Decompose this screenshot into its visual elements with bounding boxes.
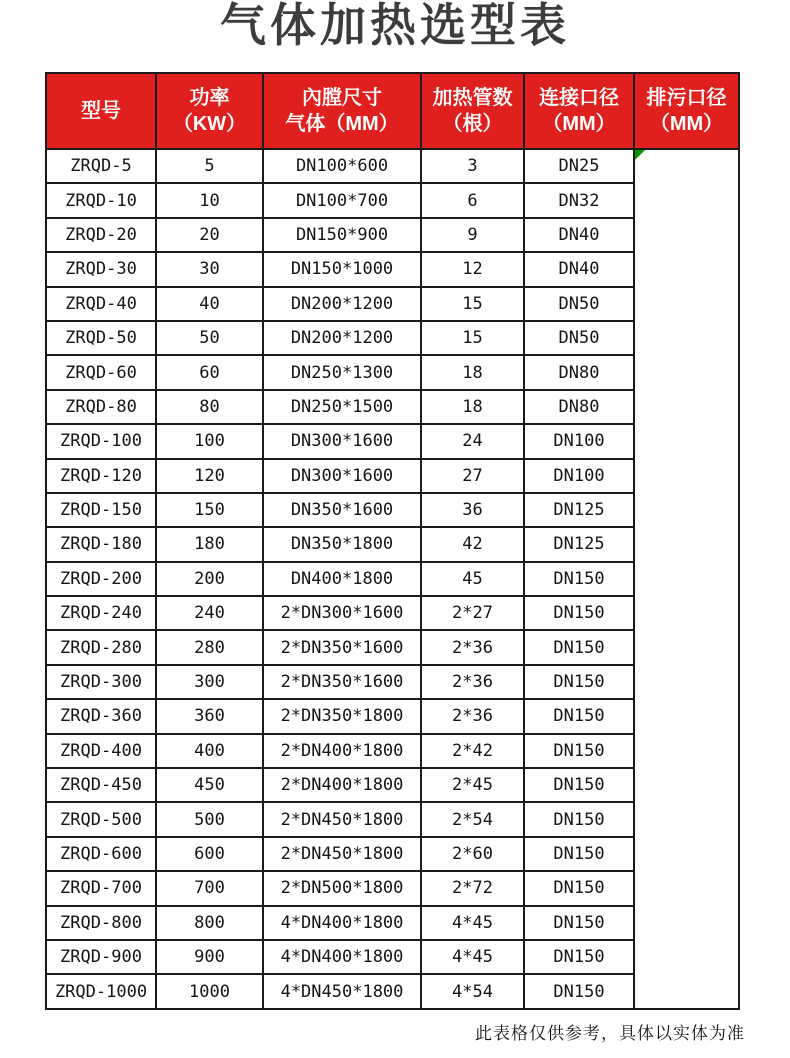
cell-tube-count: 9 [421,218,524,252]
cell-tube-count: 18 [421,355,524,389]
table-row [46,149,739,183]
cell-tube-count: 2*36 [421,665,524,699]
cell-connection-diameter: DN150 [524,802,634,836]
excel-green-triangle-icon [635,150,645,160]
cell-tube-count: 4*45 [421,906,524,940]
cell-chamber-size: DN350*1800 [263,527,421,561]
cell-chamber-size: DN150*900 [263,218,421,252]
cell-power: 40 [156,287,263,321]
cell-tube-count: 2*42 [421,734,524,768]
cell-chamber-size: 2*DN350*1600 [263,630,421,664]
cell-model: ZRQD-800 [46,906,156,940]
cell-model: ZRQD-360 [46,699,156,733]
cell-tube-count: 2*45 [421,768,524,802]
cell-connection-diameter: DN150 [524,906,634,940]
cell-power: 180 [156,527,263,561]
cell-chamber-size: 2*DN350*1600 [263,665,421,699]
cell-connection-diameter: DN150 [524,562,634,596]
cell-model: ZRQD-60 [46,355,156,389]
cell-chamber-size: DN300*1600 [263,459,421,493]
cell-model: ZRQD-200 [46,562,156,596]
cell-connection-diameter: DN125 [524,527,634,561]
cell-model: ZRQD-120 [46,459,156,493]
cell-connection-diameter: DN50 [524,321,634,355]
cell-chamber-size: 2*DN400*1800 [263,768,421,802]
col-header-connection-diameter: 连接口径 （MM） [524,73,634,149]
cell-chamber-size: 2*DN350*1800 [263,699,421,733]
cell-drain-diameter-merged [634,149,739,1009]
cell-connection-diameter: DN150 [524,596,634,630]
cell-connection-diameter: DN150 [524,699,634,733]
col-header-tube-count: 加热管数 （根） [421,73,524,149]
cell-power: 800 [156,906,263,940]
cell-chamber-size: 2*DN300*1600 [263,596,421,630]
cell-chamber-size: 4*DN400*1800 [263,906,421,940]
cell-tube-count: 27 [421,459,524,493]
cell-chamber-size: 2*DN500*1800 [263,871,421,905]
cell-connection-diameter: DN125 [524,493,634,527]
cell-tube-count: 4*45 [421,940,524,974]
header-row [46,73,739,149]
cell-power: 450 [156,768,263,802]
cell-power: 200 [156,562,263,596]
cell-power: 100 [156,424,263,458]
cell-model: ZRQD-900 [46,940,156,974]
cell-connection-diameter: DN150 [524,734,634,768]
cell-chamber-size: 4*DN400*1800 [263,940,421,974]
cell-model: ZRQD-600 [46,837,156,871]
cell-connection-diameter: DN40 [524,252,634,286]
spec-table [45,72,740,1010]
cell-chamber-size: DN100*600 [263,149,421,183]
cell-connection-diameter: DN150 [524,630,634,664]
cell-model: ZRQD-700 [46,871,156,905]
cell-power: 400 [156,734,263,768]
cell-connection-diameter: DN25 [524,149,634,183]
cell-model: ZRQD-500 [46,802,156,836]
cell-chamber-size: DN300*1600 [263,424,421,458]
cell-chamber-size: 2*DN400*1800 [263,734,421,768]
table-body [46,149,739,1009]
cell-model: ZRQD-40 [46,287,156,321]
cell-power: 600 [156,837,263,871]
cell-model: ZRQD-280 [46,630,156,664]
cell-tube-count: 15 [421,287,524,321]
cell-chamber-size: DN200*1200 [263,321,421,355]
cell-power: 60 [156,355,263,389]
cell-connection-diameter: DN150 [524,940,634,974]
cell-power: 80 [156,390,263,424]
cell-chamber-size: DN150*1000 [263,252,421,286]
cell-tube-count: 2*36 [421,699,524,733]
cell-power: 500 [156,802,263,836]
cell-connection-diameter: DN50 [524,287,634,321]
cell-chamber-size: 2*DN450*1800 [263,837,421,871]
cell-connection-diameter: DN100 [524,424,634,458]
cell-power: 300 [156,665,263,699]
cell-power: 30 [156,252,263,286]
cell-power: 280 [156,630,263,664]
cell-chamber-size: 4*DN450*1800 [263,974,421,1008]
cell-chamber-size: DN200*1200 [263,287,421,321]
page-title: 气体加热选型表 [220,0,570,51]
cell-power: 120 [156,459,263,493]
cell-chamber-size: DN250*1300 [263,355,421,389]
cell-connection-diameter: DN150 [524,665,634,699]
col-header-power: 功率 （KW） [156,73,263,149]
cell-tube-count: 15 [421,321,524,355]
cell-tube-count: 2*36 [421,630,524,664]
cell-chamber-size: DN350*1600 [263,493,421,527]
cell-power: 360 [156,699,263,733]
cell-power: 5 [156,149,263,183]
cell-tube-count: 18 [421,390,524,424]
cell-tube-count: 12 [421,252,524,286]
col-header-model: 型号 [46,73,156,149]
col-header-drain-diameter: 排污口径 （MM） [634,73,739,149]
cell-connection-diameter: DN32 [524,183,634,217]
cell-power: 240 [156,596,263,630]
cell-tube-count: 42 [421,527,524,561]
cell-tube-count: 3 [421,149,524,183]
cell-model: ZRQD-1000 [46,974,156,1008]
cell-tube-count: 2*54 [421,802,524,836]
cell-power: 20 [156,218,263,252]
cell-connection-diameter: DN150 [524,837,634,871]
cell-model: ZRQD-180 [46,527,156,561]
cell-model: ZRQD-10 [46,183,156,217]
cell-model: ZRQD-150 [46,493,156,527]
cell-chamber-size: DN250*1500 [263,390,421,424]
cell-model: ZRQD-300 [46,665,156,699]
cell-connection-diameter: DN150 [524,871,634,905]
cell-power: 900 [156,940,263,974]
cell-connection-diameter: DN40 [524,218,634,252]
cell-connection-diameter: DN80 [524,390,634,424]
cell-tube-count: 36 [421,493,524,527]
cell-model: ZRQD-240 [46,596,156,630]
cell-power: 50 [156,321,263,355]
cell-power: 1000 [156,974,263,1008]
cell-model: ZRQD-50 [46,321,156,355]
cell-tube-count: 2*72 [421,871,524,905]
cell-tube-count: 45 [421,562,524,596]
cell-tube-count: 2*27 [421,596,524,630]
cell-power: 150 [156,493,263,527]
cell-model: ZRQD-400 [46,734,156,768]
cell-power: 700 [156,871,263,905]
cell-model: ZRQD-30 [46,252,156,286]
cell-model: ZRQD-20 [46,218,156,252]
cell-tube-count: 24 [421,424,524,458]
cell-model: ZRQD-80 [46,390,156,424]
cell-model: ZRQD-450 [46,768,156,802]
cell-model: ZRQD-5 [46,149,156,183]
cell-connection-diameter: DN150 [524,974,634,1008]
cell-connection-diameter: DN100 [524,459,634,493]
cell-connection-diameter: DN80 [524,355,634,389]
cell-tube-count: 6 [421,183,524,217]
cell-chamber-size: DN400*1800 [263,562,421,596]
cell-tube-count: 4*54 [421,974,524,1008]
col-header-chamber-size: 內膛尺寸 气体（MM） [263,73,421,149]
footer-note: 此表格仅供参考，具体以实体为准 [475,1024,745,1043]
table-header [46,73,739,149]
cell-connection-diameter: DN150 [524,768,634,802]
cell-chamber-size: 2*DN450*1800 [263,802,421,836]
cell-power: 10 [156,183,263,217]
cell-tube-count: 2*60 [421,837,524,871]
cell-model: ZRQD-100 [46,424,156,458]
cell-chamber-size: DN100*700 [263,183,421,217]
